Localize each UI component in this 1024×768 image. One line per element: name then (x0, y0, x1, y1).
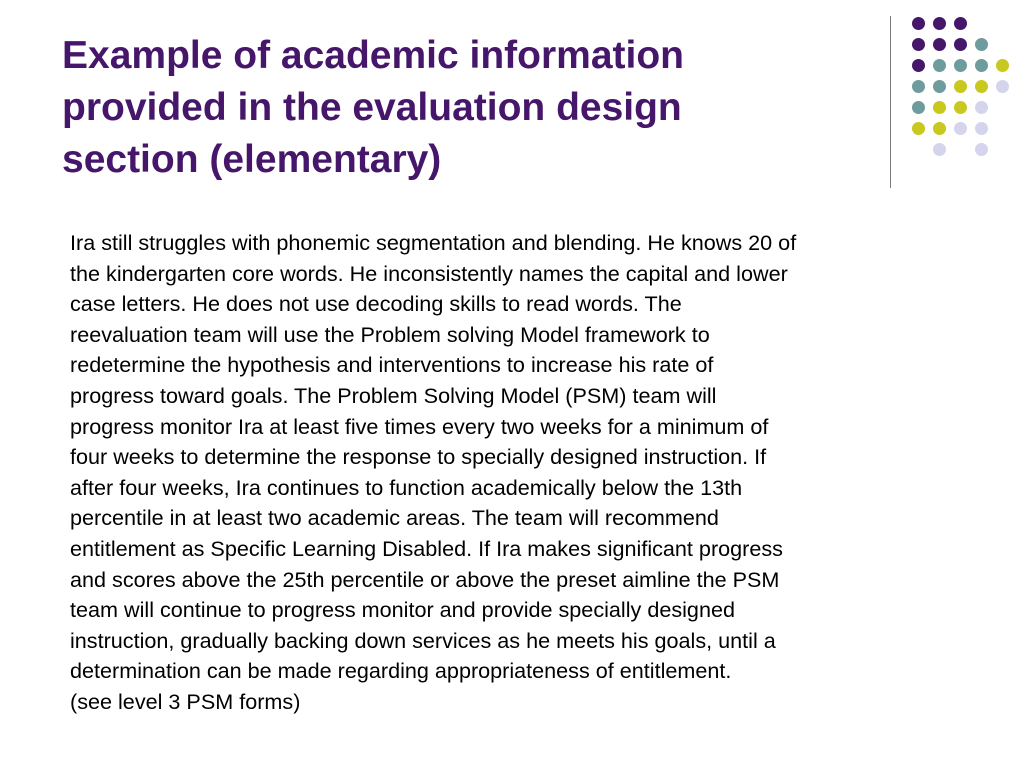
teal-dot (975, 38, 988, 51)
yellow-dot (912, 122, 925, 135)
lavender-dot (975, 143, 988, 156)
title-line: section (elementary) (62, 138, 442, 181)
purple-dot (912, 38, 925, 51)
body-line: percentile in at least two academic areas. The team will recommend (70, 505, 719, 531)
body-line: determination can be made regarding appropriateness of entitlement. (70, 658, 732, 684)
body-line: instruction, gradually backing down services as he meets his goals, until a (70, 627, 776, 653)
purple-dot (933, 38, 946, 51)
body-line: redetermine the hypothesis and interventions to increase his rate of (70, 352, 714, 378)
lavender-dot (975, 122, 988, 135)
body-line: reevaluation team will use the Problem solving Model framework to (70, 321, 710, 347)
yellow-dot (933, 122, 946, 135)
teal-dot (933, 80, 946, 93)
body-line: Ira still struggles with phonemic segmentation and blending. He knows 20 of (70, 230, 797, 255)
body-line: and scores above the 25th percentile or above the preset aimline the PSM (70, 566, 780, 592)
body-line: entitlement as Specific Learning Disabled. If Ira makes significant progress (70, 535, 783, 561)
body-line: four weeks to determine the response to specially designed instruction. If (70, 444, 767, 470)
body-line: (see level 3 PSM forms) (70, 688, 301, 714)
teal-dot (954, 59, 967, 72)
lavender-dot (933, 143, 946, 156)
lavender-dot (975, 101, 988, 114)
body-line: team will continue to progress monitor and provide specially designed (70, 597, 735, 623)
title-line: provided in the evaluation design (62, 86, 682, 129)
yellow-dot (954, 80, 967, 93)
yellow-dot (933, 101, 946, 114)
yellow-dot (954, 101, 967, 114)
slide-title (62, 30, 842, 186)
purple-dot (933, 17, 946, 30)
teal-dot (912, 80, 925, 93)
vertical-divider (890, 16, 891, 188)
body-line: case letters. He does not use decoding skills to read words. The (70, 291, 682, 317)
slide-body-text (70, 228, 950, 718)
body-line: progress toward goals. The Problem Solving Model (PSM) team will (70, 382, 717, 408)
yellow-dot (996, 59, 1009, 72)
lavender-dot (996, 80, 1009, 93)
teal-dot (933, 59, 946, 72)
body-line: after four weeks, Ira continues to function academically below the 13th (70, 474, 743, 500)
yellow-dot (975, 80, 988, 93)
purple-dot (954, 38, 967, 51)
purple-dot (954, 17, 967, 30)
body-line: the kindergarten core words. He inconsistently names the capital and lower (70, 260, 788, 286)
lavender-dot (954, 122, 967, 135)
title-line: Example of academic information (62, 34, 685, 77)
teal-dot (975, 59, 988, 72)
purple-dot (912, 59, 925, 72)
purple-dot (912, 17, 925, 30)
body-line: progress monitor Ira at least five times every two weeks for a minimum of (70, 413, 769, 439)
teal-dot (912, 101, 925, 114)
